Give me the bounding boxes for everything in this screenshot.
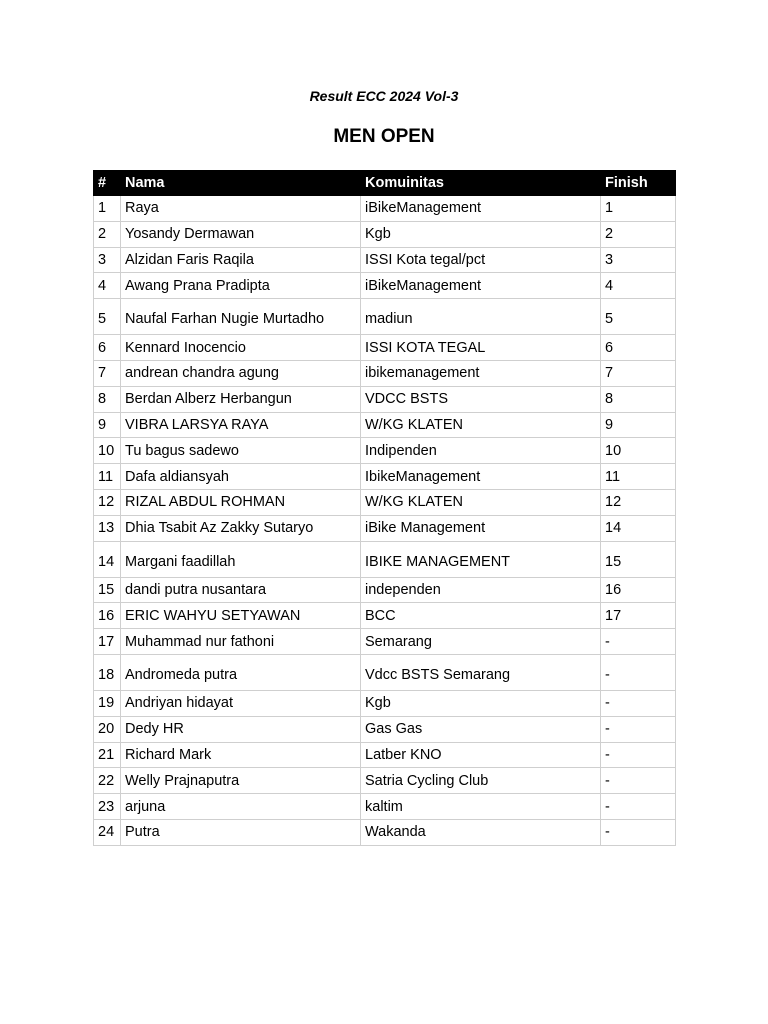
table-row (94, 489, 676, 515)
table-row (94, 299, 676, 335)
cell-komunitas: kaltim (361, 794, 601, 820)
cell-number: 3 (94, 247, 121, 273)
cell-nama: Welly Prajnaputra (121, 768, 361, 794)
cell-finish: - (601, 716, 676, 742)
header-komunitas: Komuinitas (361, 171, 601, 196)
cell-nama: Andriyan hidayat (121, 690, 361, 716)
table-row (94, 335, 676, 361)
cell-number: 10 (94, 438, 121, 464)
header-number: # (94, 171, 121, 196)
cell-komunitas: Kgb (361, 690, 601, 716)
cell-finish: 10 (601, 438, 676, 464)
cell-nama: Awang Prana Pradipta (121, 273, 361, 299)
table-row (94, 464, 676, 490)
cell-komunitas: W/KG KLATEN (361, 489, 601, 515)
results-body (94, 196, 676, 846)
cell-nama: Richard Mark (121, 742, 361, 768)
cell-number: 7 (94, 360, 121, 386)
cell-number: 5 (94, 299, 121, 335)
cell-komunitas: iBikeManagement (361, 196, 601, 222)
cell-nama: Andromeda putra (121, 654, 361, 690)
cell-number: 15 (94, 577, 121, 603)
cell-nama: Tu bagus sadewo (121, 438, 361, 464)
cell-nama: Putra (121, 819, 361, 845)
cell-finish: 6 (601, 335, 676, 361)
cell-nama: dandi putra nusantara (121, 577, 361, 603)
cell-nama: Raya (121, 196, 361, 222)
cell-finish: 9 (601, 412, 676, 438)
table-row (94, 386, 676, 412)
cell-nama: Yosandy Dermawan (121, 221, 361, 247)
cell-number: 24 (94, 819, 121, 845)
cell-finish: - (601, 690, 676, 716)
cell-nama: RIZAL ABDUL ROHMAN (121, 489, 361, 515)
cell-nama: Kennard Inocencio (121, 335, 361, 361)
table-row (94, 412, 676, 438)
results-table (93, 170, 676, 846)
document-title: MEN OPEN (333, 126, 435, 147)
cell-number: 23 (94, 794, 121, 820)
cell-finish: 14 (601, 515, 676, 541)
cell-nama: Berdan Alberz Herbangun (121, 386, 361, 412)
header-finish: Finish (601, 171, 676, 196)
table-row (94, 794, 676, 820)
cell-number: 16 (94, 603, 121, 629)
cell-nama: Dedy HR (121, 716, 361, 742)
table-row (94, 577, 676, 603)
cell-finish: - (601, 629, 676, 655)
cell-komunitas: IBIKE MANAGEMENT (361, 541, 601, 577)
table-row (94, 690, 676, 716)
cell-finish: - (601, 819, 676, 845)
cell-finish: 1 (601, 196, 676, 222)
table-row (94, 716, 676, 742)
cell-finish: 16 (601, 577, 676, 603)
header-nama: Nama (121, 171, 361, 196)
cell-finish: 8 (601, 386, 676, 412)
table-row (94, 247, 676, 273)
cell-number: 2 (94, 221, 121, 247)
cell-komunitas: Latber KNO (361, 742, 601, 768)
cell-komunitas: ISSI Kota tegal/pct (361, 247, 601, 273)
table-row (94, 541, 676, 577)
cell-komunitas: iBike Management (361, 515, 601, 541)
table-row (94, 196, 676, 222)
cell-number: 1 (94, 196, 121, 222)
cell-finish: - (601, 768, 676, 794)
cell-nama: Dafa aldiansyah (121, 464, 361, 490)
cell-finish: - (601, 794, 676, 820)
table-row (94, 654, 676, 690)
table-row (94, 360, 676, 386)
table-row (94, 768, 676, 794)
cell-number: 14 (94, 541, 121, 577)
cell-nama: Margani faadillah (121, 541, 361, 577)
cell-nama: Naufal Farhan Nugie Murtadho (121, 299, 361, 335)
cell-number: 9 (94, 412, 121, 438)
table-row (94, 438, 676, 464)
cell-number: 4 (94, 273, 121, 299)
table-row (94, 515, 676, 541)
table-row (94, 221, 676, 247)
cell-finish: 4 (601, 273, 676, 299)
cell-finish: 5 (601, 299, 676, 335)
cell-number: 22 (94, 768, 121, 794)
cell-komunitas: VDCC BSTS (361, 386, 601, 412)
cell-komunitas: IbikeManagement (361, 464, 601, 490)
cell-komunitas: Wakanda (361, 819, 601, 845)
cell-nama: Muhammad nur fathoni (121, 629, 361, 655)
table-row (94, 819, 676, 845)
table-row (94, 742, 676, 768)
cell-number: 19 (94, 690, 121, 716)
cell-number: 21 (94, 742, 121, 768)
table-row (94, 629, 676, 655)
table-row (94, 603, 676, 629)
cell-komunitas: Indipenden (361, 438, 601, 464)
cell-komunitas: ISSI KOTA TEGAL (361, 335, 601, 361)
cell-finish: 2 (601, 221, 676, 247)
cell-komunitas: W/KG KLATEN (361, 412, 601, 438)
table-header-row (94, 171, 676, 196)
cell-number: 8 (94, 386, 121, 412)
cell-komunitas: iBikeManagement (361, 273, 601, 299)
cell-komunitas: BCC (361, 603, 601, 629)
cell-finish: - (601, 742, 676, 768)
cell-nama: Dhia Tsabit Az Zakky Sutaryo (121, 515, 361, 541)
cell-number: 20 (94, 716, 121, 742)
cell-number: 6 (94, 335, 121, 361)
cell-finish: 7 (601, 360, 676, 386)
cell-nama: Alzidan Faris Raqila (121, 247, 361, 273)
cell-komunitas: madiun (361, 299, 601, 335)
cell-number: 12 (94, 489, 121, 515)
cell-nama: VIBRA LARSYA RAYA (121, 412, 361, 438)
cell-finish: 15 (601, 541, 676, 577)
cell-komunitas: Semarang (361, 629, 601, 655)
cell-number: 18 (94, 654, 121, 690)
cell-number: 11 (94, 464, 121, 490)
cell-finish: 11 (601, 464, 676, 490)
cell-number: 13 (94, 515, 121, 541)
cell-number: 17 (94, 629, 121, 655)
cell-finish: 12 (601, 489, 676, 515)
cell-komunitas: Gas Gas (361, 716, 601, 742)
cell-komunitas: Kgb (361, 221, 601, 247)
cell-finish: 3 (601, 247, 676, 273)
table-row (94, 273, 676, 299)
cell-finish: - (601, 654, 676, 690)
cell-komunitas: Satria Cycling Club (361, 768, 601, 794)
cell-nama: ERIC WAHYU SETYAWAN (121, 603, 361, 629)
cell-komunitas: independen (361, 577, 601, 603)
cell-komunitas: Vdcc BSTS Semarang (361, 654, 601, 690)
cell-finish: 17 (601, 603, 676, 629)
cell-komunitas: ibikemanagement (361, 360, 601, 386)
cell-nama: andrean chandra agung (121, 360, 361, 386)
document-subtitle: Result ECC 2024 Vol-3 (309, 88, 459, 104)
cell-nama: arjuna (121, 794, 361, 820)
